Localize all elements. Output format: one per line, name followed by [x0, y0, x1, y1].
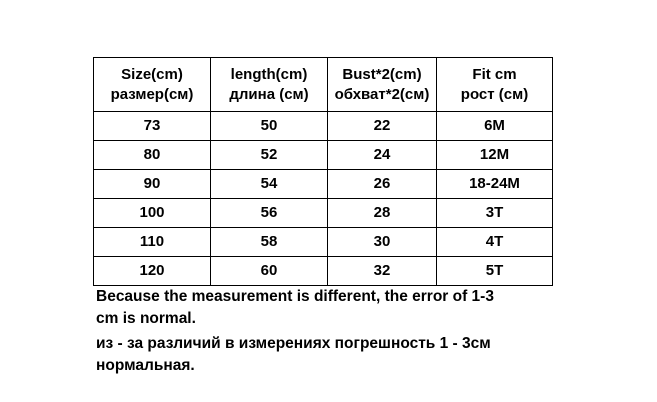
- measurement-note-english: [96, 286, 651, 329]
- cell-length: 60: [211, 257, 328, 286]
- note-line: нормальная.: [96, 356, 195, 374]
- cell-bust: 24: [328, 141, 437, 170]
- header-bust-en: Bust*2(cm): [342, 65, 422, 83]
- cell-fit: 6M: [437, 112, 553, 141]
- measurement-note-russian: [96, 333, 651, 376]
- header-bust-ru: обхват*2(см): [334, 85, 430, 103]
- cell-length: 56: [211, 199, 328, 228]
- header-bust: [328, 58, 437, 112]
- header-length-en: length(cm): [230, 65, 308, 83]
- cell-bust: 30: [328, 228, 437, 257]
- cell-size: 90: [94, 170, 211, 199]
- cell-size: 80: [94, 141, 211, 170]
- header-size-en: Size(cm): [121, 65, 183, 83]
- header-fit-en: Fit cm: [472, 65, 517, 83]
- cell-length: 52: [211, 141, 328, 170]
- table-header-row: [94, 58, 553, 112]
- cell-fit: 5T: [437, 257, 553, 286]
- table-row: [94, 112, 553, 141]
- header-size: [94, 58, 211, 112]
- cell-size: 100: [94, 199, 211, 228]
- note-line: cm is normal.: [96, 309, 196, 327]
- header-fit-ru: рост (см): [460, 85, 529, 103]
- cell-bust: 32: [328, 257, 437, 286]
- cell-size: 120: [94, 257, 211, 286]
- cell-bust: 26: [328, 170, 437, 199]
- cell-size: 73: [94, 112, 211, 141]
- header-length-ru: длина (см): [229, 85, 309, 103]
- cell-fit: 18-24M: [437, 170, 553, 199]
- cell-bust: 22: [328, 112, 437, 141]
- table-row: [94, 228, 553, 257]
- cell-fit: 12M: [437, 141, 553, 170]
- cell-length: 54: [211, 170, 328, 199]
- cell-size: 110: [94, 228, 211, 257]
- table-row: [94, 199, 553, 228]
- header-length: [211, 58, 328, 112]
- size-table: [93, 57, 553, 286]
- note-line: из - за различий в измерениях погрешность 1 - 3см: [96, 335, 491, 352]
- header-fit: [437, 58, 553, 112]
- cell-fit: 3T: [437, 199, 553, 228]
- cell-length: 50: [211, 112, 328, 141]
- header-size-ru: размер(см): [110, 85, 194, 103]
- cell-bust: 28: [328, 199, 437, 228]
- table-row: [94, 141, 553, 170]
- table-row: [94, 170, 553, 199]
- note-line: Because the measurement is different, the error of 1-3: [96, 288, 494, 305]
- cell-fit: 4T: [437, 228, 553, 257]
- cell-length: 58: [211, 228, 328, 257]
- table-row: [94, 257, 553, 286]
